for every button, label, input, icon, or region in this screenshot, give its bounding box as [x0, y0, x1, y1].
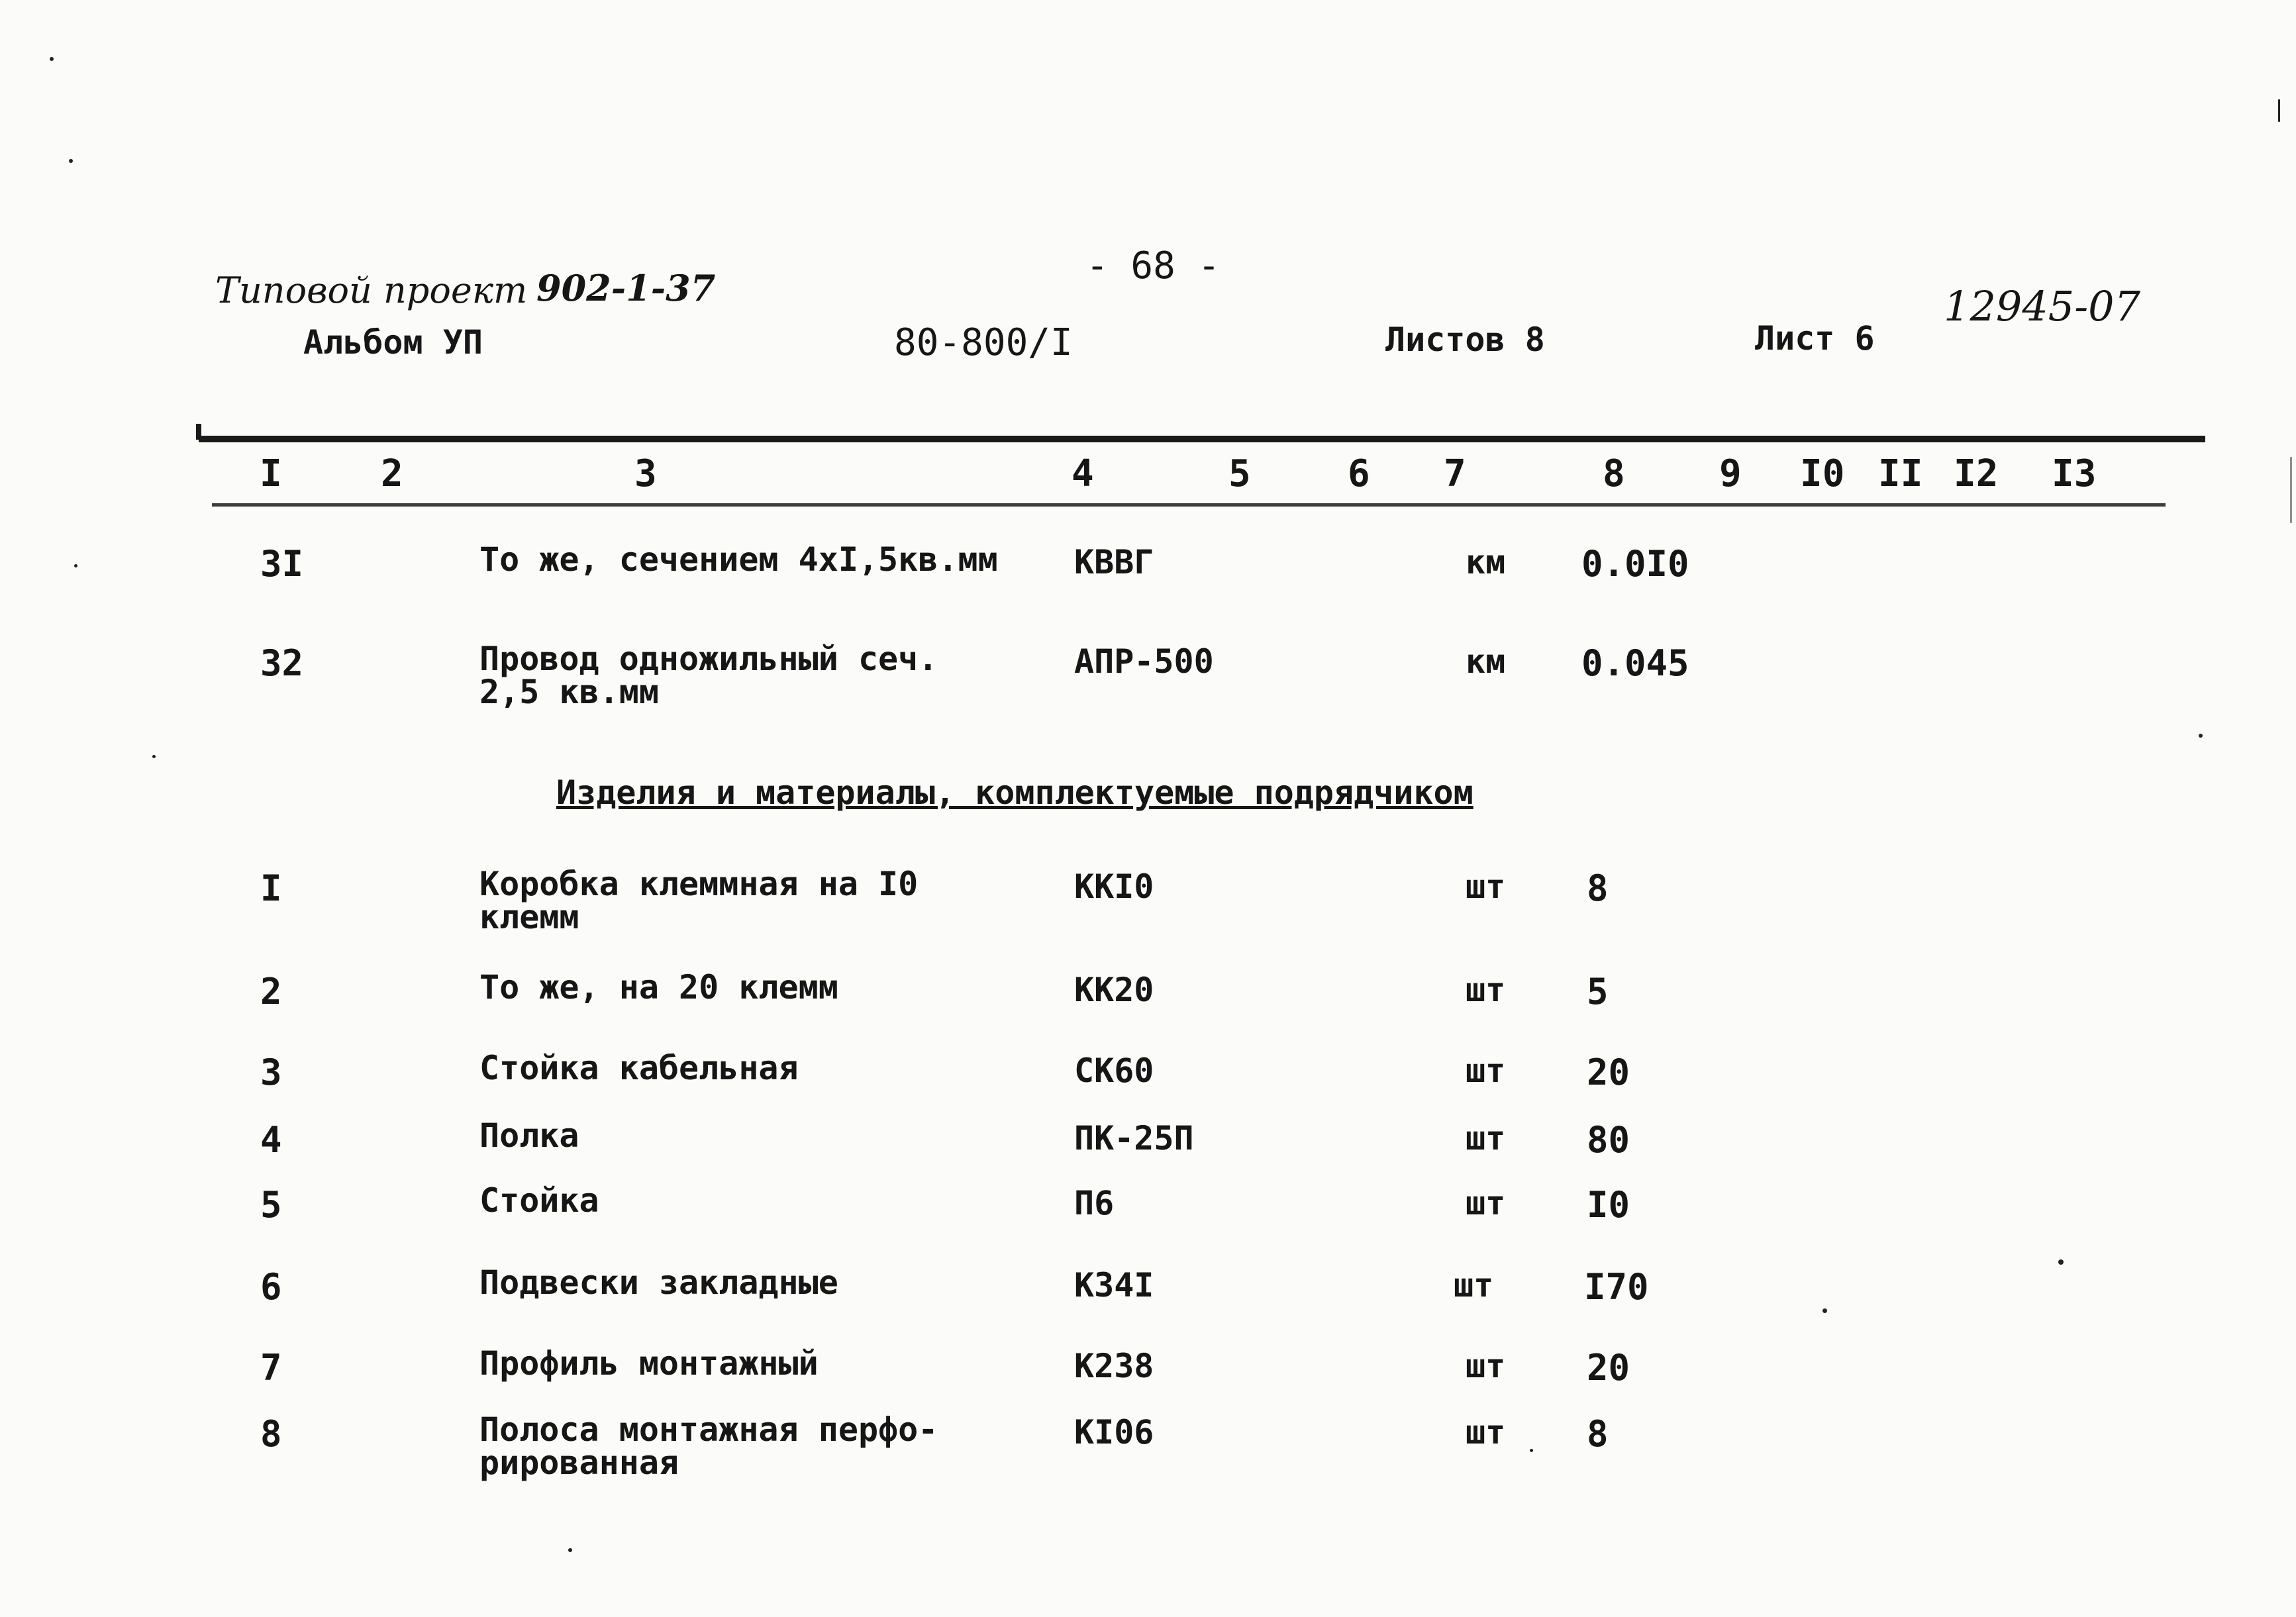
project-code: 902-1-37 [536, 267, 716, 309]
column-header-2: 2 [381, 452, 403, 495]
row-number: 6 [260, 1266, 282, 1308]
column-header-11: II [1878, 452, 1923, 495]
table-row [0, 1181, 2296, 1226]
row-number: 8 [260, 1413, 282, 1455]
row-mark: П6 [1074, 1184, 1115, 1222]
section-title: Изделия и материалы, комплектуемые подрядчиком [556, 773, 1473, 812]
row-mark: АПР-500 [1074, 642, 1214, 681]
column-header-6: 6 [1348, 452, 1370, 495]
page-number: - 68 - [1086, 244, 1221, 287]
row-mark: КВВГ [1074, 543, 1154, 581]
project-label: Типовой проект [215, 270, 528, 311]
table-header-rule [212, 503, 2166, 507]
row-number: 5 [260, 1184, 282, 1226]
table-row [0, 1116, 2296, 1161]
row-number: 3 [260, 1052, 282, 1093]
scan-speck [50, 57, 54, 61]
row-quantity: 20 [1587, 1052, 1630, 1093]
row-unit: шт [1466, 1413, 1506, 1451]
row-name: Полка [479, 1116, 579, 1155]
table-row [0, 1263, 2296, 1308]
sheets-total: Листов 8 [1385, 320, 1545, 359]
row-quantity: I0 [1587, 1184, 1630, 1226]
row-mark: КК20 [1074, 971, 1154, 1009]
row-mark: ККI0 [1074, 867, 1154, 906]
row-unit: км [1466, 642, 1506, 681]
column-header-3: 3 [634, 452, 657, 495]
row-quantity: 80 [1587, 1119, 1630, 1161]
row-name: Профиль монтажный [479, 1344, 819, 1383]
archive-number: 12945-07 [1944, 282, 2141, 330]
row-quantity: 20 [1587, 1347, 1630, 1389]
scan-speck [568, 1548, 572, 1552]
column-header-4: 4 [1072, 452, 1094, 495]
row-mark: СК60 [1074, 1052, 1154, 1090]
scan-speck [1822, 1308, 1827, 1313]
row-mark: КI06 [1074, 1413, 1154, 1451]
scan-speck [2290, 457, 2292, 523]
row-name: Стойка кабельная [479, 1049, 799, 1087]
row-unit: шт [1466, 867, 1506, 906]
row-unit: шт [1466, 1347, 1506, 1385]
row-unit: шт [1466, 1119, 1506, 1157]
column-header-1: I [260, 452, 282, 495]
row-name: Подвески закладные [479, 1263, 838, 1302]
table-row [0, 640, 2296, 711]
row-number: 7 [260, 1347, 282, 1389]
row-unit: шт [1466, 1184, 1506, 1222]
scan-speck [152, 755, 156, 758]
column-header-10: I0 [1800, 452, 1845, 495]
column-header-12: I2 [1954, 452, 1999, 495]
row-quantity: 5 [1587, 971, 1609, 1012]
table-row [0, 865, 2296, 936]
row-quantity: 8 [1587, 867, 1609, 909]
row-quantity: 8 [1587, 1413, 1609, 1455]
row-number: 32 [260, 642, 304, 684]
row-quantity: I70 [1584, 1266, 1649, 1308]
row-number: 4 [260, 1119, 282, 1161]
row-quantity: 0.0I0 [1581, 543, 1689, 585]
column-header-7: 7 [1444, 452, 1466, 495]
scan-speck [2199, 734, 2203, 738]
scan-speck [1530, 1449, 1533, 1452]
row-name: Полоса монтажная перфо- рированная [479, 1410, 938, 1482]
row-mark: К34I [1074, 1266, 1154, 1304]
row-unit: шт [1466, 1052, 1506, 1090]
table-row [0, 1344, 2296, 1389]
table-top-rule [199, 436, 2205, 442]
scan-speck [69, 159, 73, 163]
sheet-code: 80-800/I [894, 321, 1073, 364]
sheet-number: Лист 6 [1755, 319, 1875, 358]
table-row [0, 540, 2296, 585]
row-number: 2 [260, 971, 282, 1012]
table-top-rule-corner [196, 424, 201, 440]
row-name: Коробка клеммная на I0 клемм [479, 865, 919, 936]
table-row [0, 1410, 2296, 1482]
row-mark: К238 [1074, 1347, 1154, 1385]
scan-speck [2278, 99, 2280, 122]
column-header-5: 5 [1228, 452, 1251, 495]
scan-speck [74, 564, 77, 567]
column-header-9: 9 [1719, 452, 1742, 495]
row-name: То же, сечением 4xI,5кв.мм [479, 540, 998, 579]
row-name: То же, на 20 клемм [479, 968, 838, 1006]
row-unit: шт [1454, 1266, 1494, 1304]
column-header-13: I3 [2052, 452, 2097, 495]
row-name: Провод одножильный сеч. 2,5 кв.мм [479, 640, 938, 711]
row-unit: шт [1466, 971, 1506, 1009]
album-label: Альбом УП [303, 323, 483, 362]
row-quantity: 0.045 [1581, 642, 1689, 684]
row-unit: км [1466, 543, 1506, 581]
scan-speck [2058, 1259, 2064, 1265]
row-mark: ПК-25П [1074, 1119, 1194, 1157]
row-number: 3I [260, 543, 304, 585]
row-name: Стойка [479, 1181, 599, 1220]
column-header-8: 8 [1603, 452, 1625, 495]
row-number: I [260, 867, 282, 909]
